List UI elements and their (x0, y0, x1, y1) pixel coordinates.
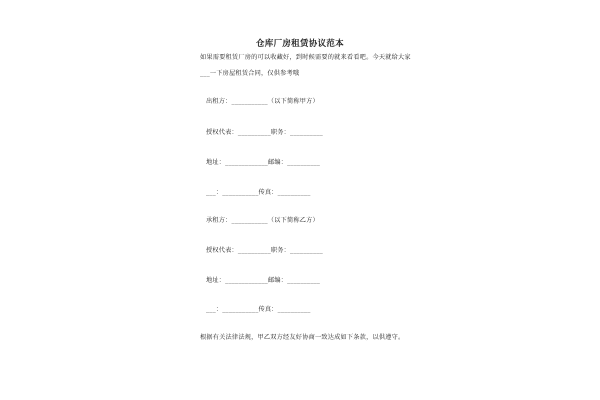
lessor-line: 出租方：___________（以下简称甲方） (206, 98, 319, 105)
lessor-representative-line: 授权代表：__________职务：__________ (206, 129, 323, 136)
lessor-phone-fax-line: ___：___________传真：__________ (206, 189, 311, 196)
lessee-line: 承租方：___________（以下简称乙方） (206, 217, 319, 224)
lessor-address-line: 地址：_____________邮编：__________ (206, 159, 321, 166)
document-title: 仓库厂房租赁协议范本 (255, 39, 344, 49)
lessee-phone-fax-line: ___：___________传真：__________ (206, 306, 311, 313)
lessee-representative-line: 授权代表：__________职务：__________ (206, 247, 323, 254)
lessee-address-line: 地址：_____________邮编：__________ (206, 277, 321, 284)
intro-paragraph: 如果需要租赁厂房的可以收藏好，到时候需要的就来看看吧。今天就给大家 ___一下房屋租赁合同，仅供参考哦 (200, 54, 411, 77)
closing-paragraph: 根据有关法律法规，甲乙双方经友好协商一致达成如下条款，以供遵守。 (200, 334, 405, 341)
